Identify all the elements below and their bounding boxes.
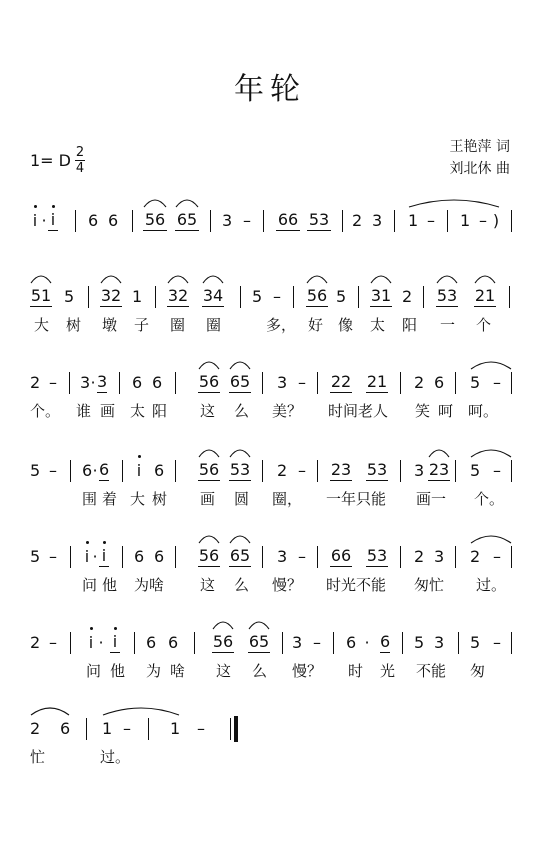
lyric-syllable: 不能 bbox=[416, 662, 447, 680]
bar-line bbox=[511, 210, 512, 232]
lyric-syllable: 一年只能 bbox=[326, 490, 387, 508]
note: 53 bbox=[229, 460, 251, 479]
note: 6 bbox=[99, 460, 110, 479]
slur-arc bbox=[470, 532, 512, 544]
lyric-syllable: 着 bbox=[102, 490, 118, 508]
lyric-syllable: 时 bbox=[348, 662, 364, 680]
note: 3 bbox=[292, 633, 303, 652]
dot-mark: · bbox=[90, 373, 96, 392]
note: 5 bbox=[30, 461, 41, 480]
note: 6 bbox=[82, 461, 93, 480]
lyric-syllable: 光 bbox=[380, 662, 396, 680]
slur-arc bbox=[167, 272, 189, 284]
note: 6 bbox=[154, 461, 165, 480]
lyric-syllable: 这 bbox=[200, 402, 216, 420]
note: 5 bbox=[470, 373, 481, 392]
lyric-syllable: 呵 bbox=[438, 402, 454, 420]
note: 5 bbox=[336, 287, 347, 306]
dash-note: – bbox=[298, 547, 306, 566]
note: 32 bbox=[100, 286, 122, 305]
bar-line bbox=[132, 210, 133, 232]
lyric-syllable: 个。 bbox=[474, 490, 505, 508]
bar-line bbox=[394, 210, 395, 232]
slur-arc bbox=[202, 272, 224, 284]
bar-line bbox=[400, 460, 401, 482]
note: 6 bbox=[434, 373, 445, 392]
bar-line bbox=[282, 632, 283, 654]
note: 6 bbox=[168, 633, 179, 652]
slur-arc bbox=[436, 272, 458, 284]
dash-note: – bbox=[123, 719, 131, 738]
note: 3 bbox=[277, 373, 288, 392]
bar-line bbox=[210, 210, 211, 232]
note: 3 bbox=[222, 211, 233, 230]
slur-arc bbox=[370, 272, 392, 284]
bar-line bbox=[194, 632, 195, 654]
note: 3 bbox=[97, 372, 108, 391]
dash-note: – bbox=[273, 287, 281, 306]
dot-mark: · bbox=[92, 461, 98, 480]
lyric-syllable: 匆 bbox=[470, 662, 486, 680]
slur-arc bbox=[229, 358, 251, 370]
note: 65 bbox=[176, 210, 198, 229]
lyric-syllable: 一 bbox=[440, 316, 456, 334]
note: 6 bbox=[152, 373, 163, 392]
bar-line bbox=[342, 210, 343, 232]
bar-line bbox=[240, 286, 241, 308]
bar-line bbox=[155, 286, 156, 308]
lyric-syllable: 谁 bbox=[76, 402, 92, 420]
note: 2 bbox=[277, 461, 288, 480]
score-row bbox=[30, 358, 515, 418]
bar-line bbox=[455, 460, 456, 482]
dash-note: – bbox=[49, 547, 57, 566]
note: 31 bbox=[370, 286, 392, 305]
bar-line bbox=[423, 286, 424, 308]
note: 34 bbox=[202, 286, 224, 305]
note: 2 bbox=[414, 373, 425, 392]
bar-line bbox=[333, 632, 334, 654]
slur-arc bbox=[229, 446, 251, 458]
lyric-syllable: 大 bbox=[130, 490, 146, 508]
lyric-syllable: 过。 bbox=[100, 748, 131, 766]
lyric-syllable: 时光不能 bbox=[326, 576, 387, 594]
lyric-syllable: 为啥 bbox=[134, 576, 165, 594]
slur-arc bbox=[470, 358, 512, 370]
note: 56 bbox=[212, 632, 234, 651]
dot-mark: · bbox=[364, 633, 370, 652]
dash-note: – bbox=[49, 461, 57, 480]
lyric-syllable: 呵。 bbox=[468, 402, 499, 420]
key-signature bbox=[30, 146, 85, 175]
score-row bbox=[30, 618, 515, 678]
lyric-syllable: 这 bbox=[216, 662, 232, 680]
dash-note: – bbox=[49, 633, 57, 652]
lyric-syllable: 太 bbox=[370, 316, 386, 334]
bar-line bbox=[509, 286, 510, 308]
note: 5 bbox=[252, 287, 263, 306]
lyric-syllable: 圆 bbox=[234, 490, 250, 508]
final-bar-thick bbox=[234, 716, 238, 742]
lyric-syllable: 子 bbox=[134, 316, 150, 334]
note: i bbox=[82, 546, 92, 568]
bar-line bbox=[75, 210, 76, 232]
dash-note: – bbox=[493, 373, 501, 392]
bar-line bbox=[455, 372, 456, 394]
dash-note: – bbox=[243, 211, 251, 230]
dash-note: – bbox=[313, 633, 321, 652]
note: 6 bbox=[60, 719, 71, 738]
lyric-syllable: 阳 bbox=[402, 316, 418, 334]
lyric-syllable: 么 bbox=[234, 576, 250, 594]
note: i bbox=[48, 210, 58, 231]
lyric-syllable: 慢？ bbox=[292, 662, 323, 680]
bar-line bbox=[175, 460, 176, 482]
dot-mark: · bbox=[41, 211, 47, 230]
bar-line bbox=[458, 632, 459, 654]
note: 6 bbox=[132, 373, 143, 392]
slur-arc bbox=[212, 618, 234, 630]
bar-line bbox=[293, 286, 294, 308]
bar-line bbox=[400, 546, 401, 568]
dot-mark: · bbox=[98, 633, 104, 652]
lyric-syllable: 圈 bbox=[170, 316, 186, 334]
slur-arc bbox=[175, 196, 199, 208]
dot-mark: · bbox=[92, 547, 98, 566]
bar-line bbox=[317, 460, 318, 482]
dash-note: – bbox=[493, 461, 501, 480]
bar-line bbox=[511, 372, 512, 394]
note: 23 bbox=[428, 460, 450, 479]
bar-line bbox=[175, 372, 176, 394]
lyric-syllable: 多， bbox=[266, 316, 297, 334]
lyric-syllable: 慢？ bbox=[272, 576, 303, 594]
lyric-syllable: 画 bbox=[100, 402, 116, 420]
lyric-syllable: 墩 bbox=[102, 316, 118, 334]
slur-arc bbox=[30, 704, 70, 716]
final-bar-thin bbox=[230, 718, 231, 740]
note: 66 bbox=[330, 546, 352, 565]
lyric-syllable: 匆忙 bbox=[414, 576, 445, 594]
note: 56 bbox=[198, 460, 220, 479]
bar-line bbox=[317, 546, 318, 568]
note: 56 bbox=[144, 210, 166, 229]
bar-line bbox=[262, 460, 263, 482]
slur-arc bbox=[143, 196, 167, 208]
note: 5 bbox=[64, 287, 75, 306]
bar-line bbox=[70, 632, 71, 654]
slur-arc bbox=[408, 196, 500, 208]
slur-arc bbox=[470, 446, 512, 458]
slur-arc bbox=[100, 272, 122, 284]
bar-line bbox=[148, 718, 149, 740]
note: i bbox=[86, 632, 96, 654]
note: 2 bbox=[414, 547, 425, 566]
dash-note: – bbox=[493, 633, 501, 652]
bar-line bbox=[358, 286, 359, 308]
score-row bbox=[30, 196, 515, 256]
note: 5 bbox=[470, 633, 481, 652]
note: 56 bbox=[198, 372, 220, 391]
lyric-syllable: 大 bbox=[34, 316, 50, 334]
bar-line bbox=[70, 546, 71, 568]
bar-line bbox=[511, 546, 512, 568]
lyric-syllable: 个 bbox=[476, 316, 492, 334]
dash-note: – bbox=[479, 211, 487, 230]
time-bottom: 4 bbox=[75, 161, 85, 176]
bar-line bbox=[317, 372, 318, 394]
note: 66 bbox=[277, 210, 299, 229]
dash-note: – bbox=[298, 461, 306, 480]
lyric-syllable: 太 bbox=[130, 402, 146, 420]
note: i bbox=[99, 546, 109, 567]
note: 6 bbox=[108, 211, 119, 230]
bar-line bbox=[69, 372, 70, 394]
bar-line bbox=[263, 210, 264, 232]
dash-note: – bbox=[298, 373, 306, 392]
slur-arc bbox=[30, 272, 52, 284]
lyric-syllable: 笑 bbox=[415, 402, 431, 420]
bar-line bbox=[88, 286, 89, 308]
lyric-syllable: 忙 bbox=[30, 748, 46, 766]
time-top: 2 bbox=[75, 145, 85, 160]
slur-arc bbox=[198, 358, 220, 370]
note: 5 bbox=[470, 461, 481, 480]
slur-arc bbox=[229, 532, 251, 544]
bar-line bbox=[122, 460, 123, 482]
lyric-syllable: 像 bbox=[338, 316, 354, 334]
slur-arc bbox=[198, 446, 220, 458]
bar-line bbox=[511, 632, 512, 654]
bar-line bbox=[447, 210, 448, 232]
note: 1 bbox=[132, 287, 143, 306]
lyric-syllable: 为 bbox=[146, 662, 162, 680]
note: 3 bbox=[434, 633, 445, 652]
note: 51 bbox=[30, 286, 52, 305]
note: 3 bbox=[372, 211, 383, 230]
note: 1 bbox=[102, 719, 113, 738]
note: 56 bbox=[306, 286, 328, 305]
lyricist-credit: 王艳萍 词 bbox=[449, 139, 510, 155]
lyric-syllable: 问 bbox=[82, 576, 98, 594]
note: 65 bbox=[229, 546, 251, 565]
lyric-syllable: 树 bbox=[152, 490, 168, 508]
score-row bbox=[30, 532, 515, 592]
note: 3 bbox=[80, 373, 91, 392]
slur-arc bbox=[474, 272, 496, 284]
note: i bbox=[134, 460, 144, 482]
lyric-syllable: 么 bbox=[234, 402, 250, 420]
note: 21 bbox=[366, 372, 388, 391]
key-text: 1= D bbox=[30, 151, 71, 170]
lyric-syllable: 树 bbox=[66, 316, 82, 334]
lyric-syllable: 圈 bbox=[206, 316, 222, 334]
lyric-syllable: 他 bbox=[110, 662, 126, 680]
note: 2 bbox=[30, 373, 41, 392]
note: 6 bbox=[88, 211, 99, 230]
lyric-syllable: 问 bbox=[86, 662, 102, 680]
note: 65 bbox=[229, 372, 251, 391]
note: 21 bbox=[474, 286, 496, 305]
note: 6 bbox=[154, 547, 165, 566]
note: 1 bbox=[170, 719, 181, 738]
bar-line bbox=[511, 460, 512, 482]
lyric-syllable: 啥 bbox=[170, 662, 186, 680]
note: ) bbox=[492, 211, 500, 230]
bar-line bbox=[134, 632, 135, 654]
note: 1 bbox=[460, 211, 471, 230]
composer-credit: 刘北休 曲 bbox=[449, 161, 510, 177]
score-row bbox=[30, 704, 515, 764]
note: 53 bbox=[366, 460, 388, 479]
bar-line bbox=[400, 372, 401, 394]
note: 2 bbox=[352, 211, 363, 230]
lyric-syllable: 圈， bbox=[272, 490, 303, 508]
lyric-syllable: 这 bbox=[200, 576, 216, 594]
note: 32 bbox=[167, 286, 189, 305]
note: 3 bbox=[414, 461, 425, 480]
lyric-syllable: 么 bbox=[252, 662, 268, 680]
credits bbox=[450, 136, 510, 180]
bar-line bbox=[455, 546, 456, 568]
lyric-syllable: 美？ bbox=[272, 402, 303, 420]
dash-note: – bbox=[197, 719, 205, 738]
bar-line bbox=[86, 718, 87, 740]
note: 5 bbox=[414, 633, 425, 652]
slur-arc bbox=[428, 446, 450, 458]
note: 3 bbox=[434, 547, 445, 566]
note: 2 bbox=[470, 547, 481, 566]
note: 6 bbox=[146, 633, 157, 652]
note: 23 bbox=[330, 460, 352, 479]
note: 2 bbox=[402, 287, 413, 306]
note: 6 bbox=[346, 633, 357, 652]
lyric-syllable: 好 bbox=[308, 316, 324, 334]
lyric-syllable: 画 bbox=[200, 490, 216, 508]
score-row bbox=[30, 446, 515, 506]
lyric-syllable: 时间老人 bbox=[328, 402, 389, 420]
lyric-syllable: 阳 bbox=[152, 402, 168, 420]
lyric-syllable: 他 bbox=[102, 576, 118, 594]
note: 53 bbox=[366, 546, 388, 565]
note: 2 bbox=[30, 633, 41, 652]
note: 53 bbox=[308, 210, 330, 229]
note: 5 bbox=[30, 547, 41, 566]
dash-note: – bbox=[427, 211, 435, 230]
bar-line bbox=[119, 372, 120, 394]
bar-line bbox=[262, 372, 263, 394]
note: 65 bbox=[248, 632, 270, 651]
lyric-syllable: 个。 bbox=[30, 402, 61, 420]
lyric-syllable: 过。 bbox=[476, 576, 507, 594]
bar-line bbox=[262, 546, 263, 568]
dash-note: – bbox=[49, 373, 57, 392]
bar-line bbox=[122, 546, 123, 568]
note: 53 bbox=[436, 286, 458, 305]
lyric-syllable: 围 bbox=[82, 490, 98, 508]
slur-arc bbox=[306, 272, 328, 284]
note: 6 bbox=[134, 547, 145, 566]
note: 56 bbox=[198, 546, 220, 565]
note: i bbox=[110, 632, 120, 653]
note: 6 bbox=[380, 632, 391, 651]
note: 3 bbox=[277, 547, 288, 566]
bar-line bbox=[402, 632, 403, 654]
note: i bbox=[30, 210, 40, 232]
note: 22 bbox=[330, 372, 352, 391]
bar-line bbox=[175, 546, 176, 568]
slur-arc bbox=[102, 704, 180, 716]
song-title: 年轮 bbox=[234, 72, 306, 107]
dash-note: – bbox=[493, 547, 501, 566]
time-signature bbox=[75, 146, 85, 175]
bar-line bbox=[70, 460, 71, 482]
note: 2 bbox=[30, 719, 41, 738]
slur-arc bbox=[198, 532, 220, 544]
note: 1 bbox=[408, 211, 419, 230]
slur-arc bbox=[248, 618, 270, 630]
lyric-syllable: 画一 bbox=[416, 490, 447, 508]
score-row bbox=[30, 272, 515, 332]
